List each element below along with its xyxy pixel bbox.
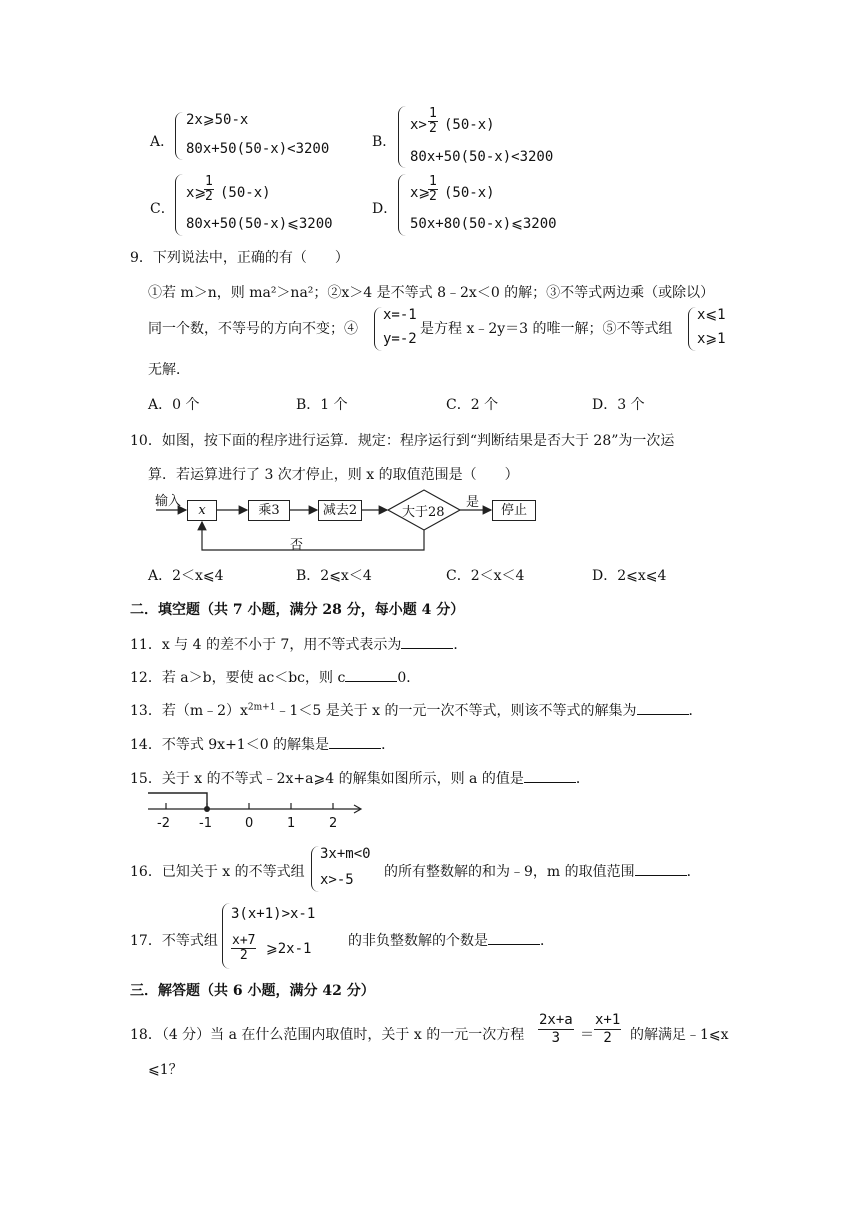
q16-blank (635, 863, 687, 876)
q16-pre: 16．已知关于 x 的不等式组 (130, 864, 305, 880)
q12: 12．若 a＞b，要使 ac＜bc，则 c 0． (130, 670, 421, 686)
q18-fraction-2: $\frac{x+1}{2}$ (595, 1012, 621, 1046)
q10-line2: 算．若运算进行了 3 次才停止，则 x 的取值范围是（ ） (148, 467, 519, 483)
flow-yes-label: 是 (466, 495, 480, 510)
q8-c-line2: 80x+50(50-x)⩽3200 (186, 216, 333, 232)
q15: 15．关于 x 的不等式﹣2x+a⩾4 的解集如图所示，则 a 的值是 ． (130, 771, 590, 787)
q9-option-d: D．3 个 (592, 397, 645, 413)
q8-c-label: C． (150, 201, 175, 217)
q16-brace (311, 846, 319, 892)
q10-line1: 10．如图，按下面的程序进行运算．规定：程序运行到“判断结果是否大于 28”为一次运 (130, 433, 675, 449)
q9-line2b: 是方程 x﹣2y＝3 的唯一解；⑤不等式组 (420, 321, 673, 337)
q8-d-line1-post: (50-x) (444, 185, 495, 201)
q9-line2a: 同一个数，不等号的方向不变；④ (148, 321, 358, 337)
flow-no-label: 否 (290, 538, 304, 553)
q18-pre: 18．（4 分）当 a 在什么范围内取值时，关于 x 的一元一次方程 (130, 1027, 525, 1043)
q16-sys2: x>-5 (320, 872, 354, 888)
q8-d-label: D． (372, 201, 398, 217)
q18-line2: ⩽1？ (148, 1062, 183, 1078)
q9-system-b-line2: x⩾1 (697, 331, 726, 347)
q9-line1: ①若 m＞n，则 ma²＞na²；②x＞4 是不等式 8﹣2x＜0 的解；③不等式两边乘（或除以） (148, 285, 715, 301)
section-3-heading: 三．解答题（共 6 小题，满分 42 分） (130, 983, 375, 999)
q10-option-c: C．2＜x＜4 (446, 568, 525, 584)
flow-stop-box: 停止 (492, 500, 536, 521)
q17-brace (222, 903, 230, 969)
flow-input-label: 输入 (155, 494, 182, 509)
q17-post: 的非负整数解的个数是 (348, 933, 488, 949)
q8-b-line1-post: (50-x) (444, 117, 495, 133)
q8-a-line1: 2x⩾50-x (186, 112, 249, 128)
flow-condition-label: 大于28 (402, 505, 445, 520)
q10-option-a: A．2＜x⩽4 (148, 568, 224, 584)
tick-label: -1 (199, 816, 212, 831)
q8-b-label: B． (372, 134, 397, 150)
tick-label: -2 (157, 816, 170, 831)
q10-option-b: B．2⩽x＜4 (296, 568, 372, 584)
q8-c-fraction: $\frac{1}{2}$ (205, 174, 213, 204)
q17-pre: 17．不等式组 (130, 933, 218, 949)
q8-b-line1-pre: x> (410, 117, 427, 133)
q9-system-b-line1: x⩽1 (697, 307, 726, 323)
q16-sys1: 3x+m<0 (320, 846, 371, 862)
q8-d-line1-pre: x⩾ (410, 185, 431, 201)
q11: 11．x 与 4 的差不小于 7，用不等式表示为 ． (130, 637, 468, 653)
q14: 14．不等式 9x+1＜0 的解集是 ． (130, 737, 396, 753)
q9-line3: 无解． (148, 362, 190, 378)
flow-subtract-box: 减去2 (318, 500, 362, 521)
q8-b-line2: 80x+50(50-x)<3200 (410, 149, 554, 165)
section-2-heading: 二．填空题（共 7 小题，满分 28 分，每小题 4 分） (130, 602, 465, 618)
q17-sys1: 3(x+1)>x-1 (231, 906, 316, 922)
q16-post: 的所有整数解的和为﹣9，m 的取值范围 (384, 864, 635, 880)
tick-label: 2 (329, 816, 338, 831)
q8-b-fraction: $\frac{1}{2}$ (429, 106, 437, 136)
q18-fraction-1: $\frac{2x+a}{3}$ (539, 1012, 573, 1046)
q8-a-line2: 80x+50(50-x)<3200 (186, 141, 330, 157)
q8-c-line1-pre: x⩾ (186, 185, 207, 201)
q9-title: 9．下列说法中，正确的有（ ） (130, 250, 349, 266)
q9-option-a: A．0 个 (148, 397, 200, 413)
q8-d-line2: 50x+80(50-x)⩽3200 (410, 216, 557, 232)
tick-label: 0 (245, 816, 254, 831)
q8-c-line1-post: (50-x) (220, 185, 271, 201)
q13: 13．若$(m﹣2)x^{2m+1}﹣1<5$ 是关于 x 的一元一次不等式，则该不等式的解集为 ． (130, 702, 703, 719)
tick-label: 1 (287, 816, 296, 831)
q9-system-a-line1: x=-1 (383, 307, 417, 323)
q9-option-c: C．2 个 (446, 397, 499, 413)
q18-post: 的解满足﹣1⩽x (630, 1027, 729, 1043)
flow-multiply-box: 乘3 (248, 500, 290, 521)
q17-fraction: $\frac{x+7}{2}$ (232, 933, 256, 963)
q8-a-label: A． (150, 134, 175, 150)
flow-x-box: x (187, 500, 217, 521)
q9-system-a-line2: y=-2 (383, 331, 417, 347)
q17-sys2-post: ⩾2x-1 (266, 941, 312, 957)
q17-blank (488, 932, 540, 945)
q8-d-fraction: $\frac{1}{2}$ (429, 174, 437, 204)
q10-option-d: D．2⩽x⩽4 (592, 568, 667, 584)
q9-option-b: B．1 个 (296, 397, 348, 413)
q18-equals: ＝ (580, 1027, 594, 1043)
